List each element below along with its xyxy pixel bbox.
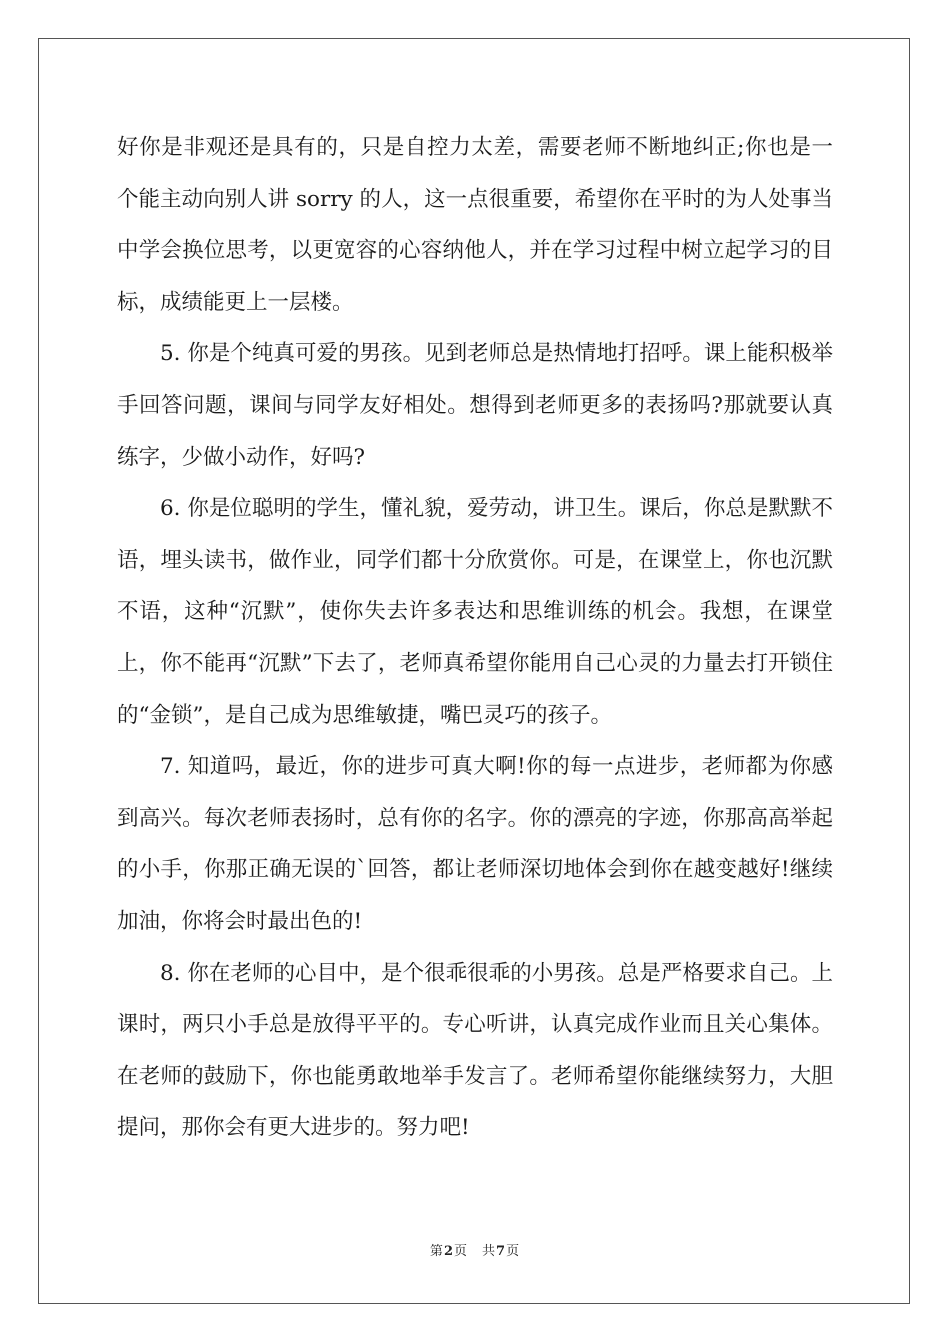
page-footer [0, 1240, 950, 1259]
paragraph-comment-8: 8. 你在老师的心目中，是个很乖很乖的小男孩。总是严格要求自己。上课时，两只小手总是放得平平的。专心听讲，认真完成作业而且关心集体。在老师的鼓励下，你也能勇敢地举手发言了。老师希望你能继续努力，大胆提问，那你会有更大进步的。努力吧! [117, 960, 833, 1141]
total-suffix: 页 [506, 1244, 521, 1259]
page-suffix: 页 [453, 1244, 468, 1259]
paragraph-continued: 好你是非观还是具有的，只是自控力太差，需要老师不断地纠正;你也是一个能主动向别人讲 sorry 的人，这一点很重要，希望你在平时的为人处事当中学会换位思考，以更宽容的心容纳他人，并在学习过程中树立起学习的目标，成绩能更上一层楼。 [117, 135, 833, 315]
total-pages: 7 [496, 1244, 507, 1259]
paragraph-comment-6: 6. 你是位聪明的学生，懂礼貌，爱劳动，讲卫生。课后，你总是默默不语，埋头读书，做作业，同学们都十分欣赏你。可是，在课堂上，你也沉默不语，这种“沉默”，使你失去许多表达和思维训练的机会。我想，在课堂上，你不能再“沉默”下去了，老师真希望你能用自己心灵的力量去打开锁住的“金锁”，是自己成为思维敏捷，嘴巴灵巧的孩子。 [117, 496, 833, 728]
paragraph-comment-5: 5. 你是个纯真可爱的男孩。见到老师总是热情地打招呼。课上能积极举手回答问题，课间与同学友好相处。想得到老师更多的表扬吗?那就要认真练字，少做小动作，好吗? [117, 341, 833, 470]
page-number [430, 1244, 468, 1259]
total-prefix: 共 [482, 1244, 497, 1259]
document-body [117, 122, 833, 1154]
paragraph-comment-7: 7. 知道吗，最近，你的进步可真大啊!你的每一点进步，老师都为你感到高兴。每次老师表扬时，总有你的名字。你的漂亮的字迹，你那高高举起的小手，你那正确无误的`回答，都让老师深切地体会到你在越变越好!继续加油，你将会时最出色的! [117, 754, 833, 934]
current-page: 2 [443, 1244, 454, 1259]
page-prefix: 第 [429, 1244, 444, 1259]
page-total [482, 1244, 520, 1259]
